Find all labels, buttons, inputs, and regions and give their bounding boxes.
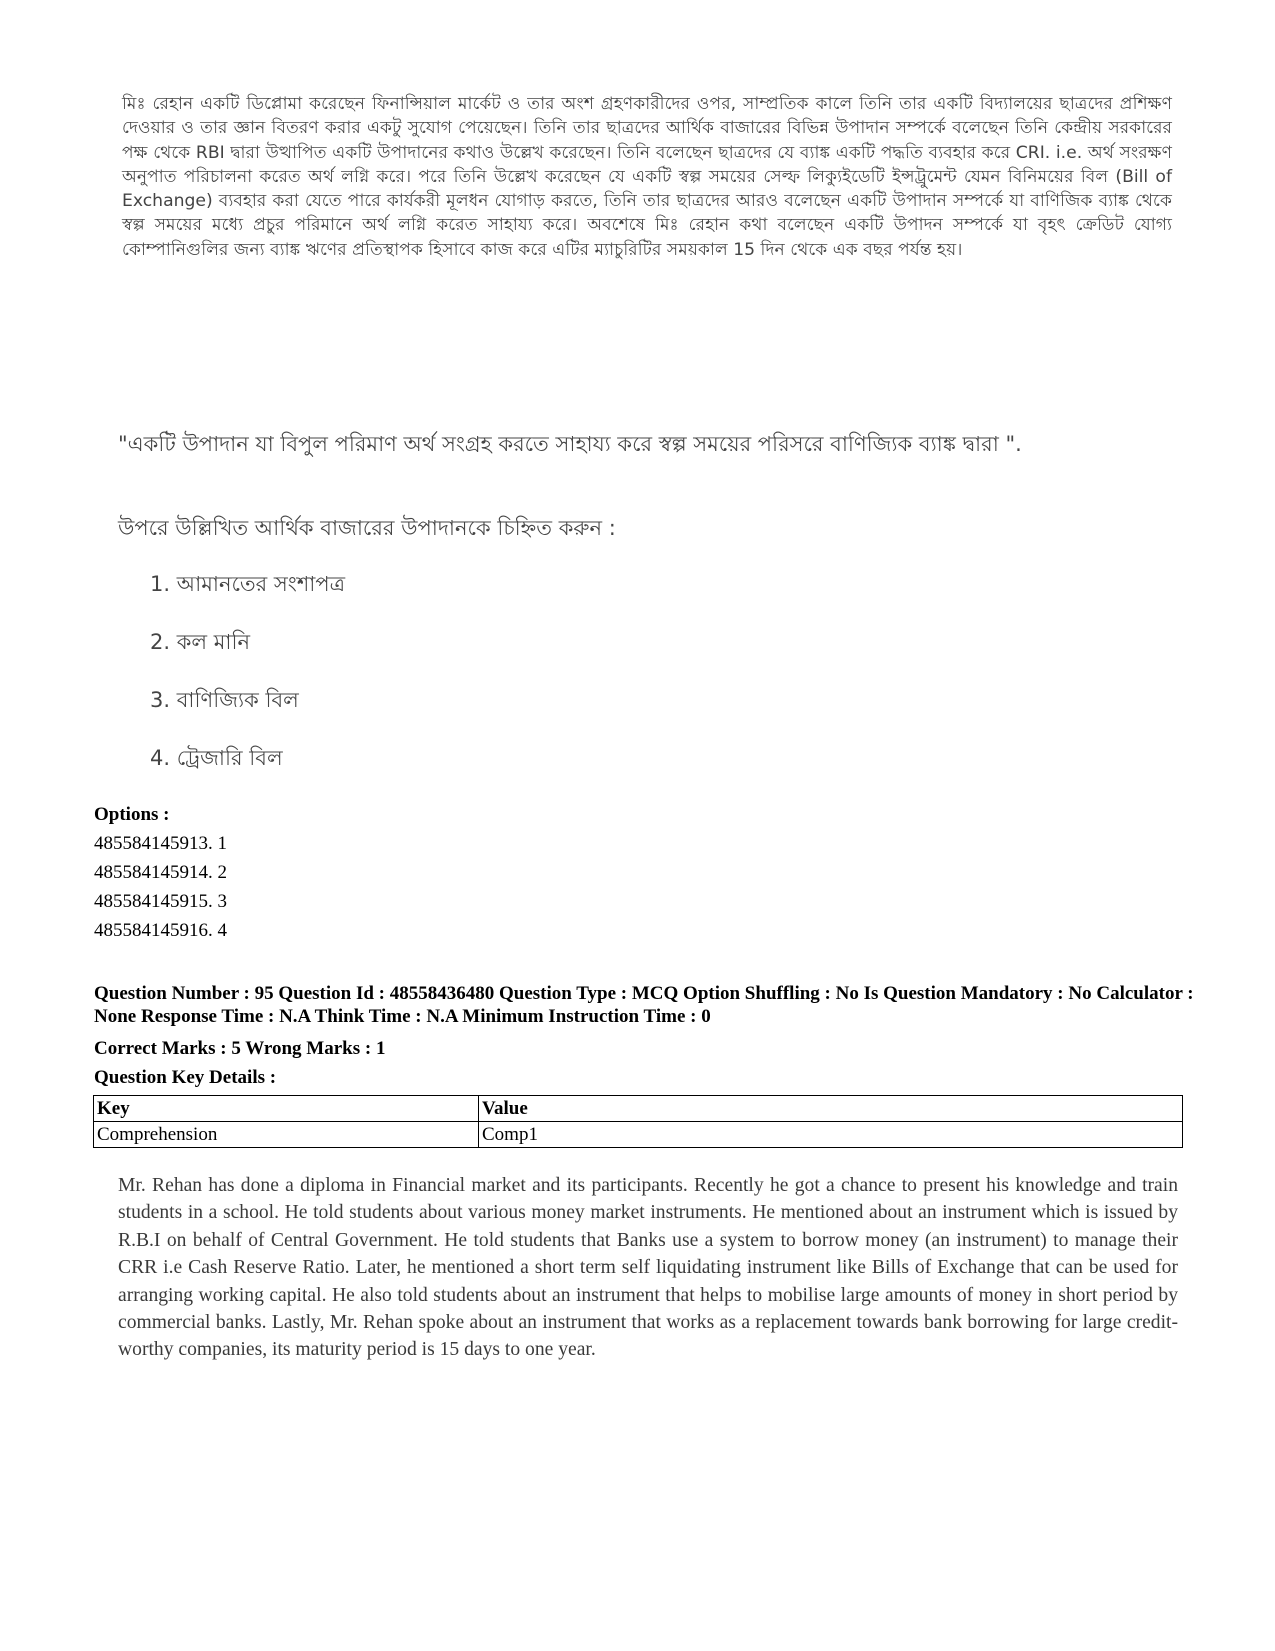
- key-details-table: [93, 1095, 1183, 1148]
- option-item: 485584145913. 1: [94, 833, 227, 854]
- statement-item: 2. কল মানি: [150, 630, 251, 654]
- bengali-question: "একটি উপাদান যা বিপুল পরিমাণ অর্থ সংগ্রহ করতে সাহায্য করে স্বল্প সময়ের পরিসরে বাণিজ্যিক ব্যাঙ্ক দ্বারা ".: [118, 432, 1022, 456]
- bengali-instruction: উপরে উল্লিখিত আর্থিক বাজারের উপাদানকে চিহ্নিত করুন :: [118, 516, 616, 540]
- statement-item: 3. বাণিজ্যিক বিল: [150, 688, 299, 712]
- table-cell-key: Comprehension: [94, 1122, 479, 1148]
- options-label: Options :: [94, 804, 170, 825]
- option-item: 485584145914. 2: [94, 862, 227, 883]
- table-header-key: Key: [94, 1096, 479, 1122]
- table-cell-value: Comp1: [479, 1122, 1183, 1148]
- question-metadata: Question Number : 95 Question Id : 48558436480 Question Type : MCQ Option Shuffling : No Is Question Mandatory : No Calculator : None Response Time : N.A Think Time : N.A Minimum Instruction Time : 0: [94, 983, 1194, 1027]
- option-item: 485584145916. 4: [94, 920, 227, 941]
- table-header-value: Value: [479, 1096, 1183, 1122]
- key-details-label: Question Key Details :: [94, 1067, 277, 1088]
- statement-item: 4. ট্রেজারি বিল: [150, 746, 283, 770]
- option-item: 485584145915. 3: [94, 891, 227, 912]
- table-row: [94, 1122, 1183, 1148]
- statement-item: 1. আমানতের সংশাপত্র: [150, 572, 346, 596]
- table-header-row: [94, 1096, 1183, 1122]
- english-passage: Mr. Rehan has done a diploma in Financial market and its participants. Recently he got a chance to present his knowledge and train students in a school. He told students about various money market instruments. He mentioned about an instrument which is issued by R.B.I on behalf of Central Government. He told students that Banks use a system to borrow money (an instrument) to manage their CRR i.e Cash Reserve Ratio. Later, he mentioned a short term self liquidating instrument like Bills of Exchange that can be used for arranging working capital. He also told students about an instrument that helps to mobilise large amounts of money in short period by commercial banks. Lastly, Mr. Rehan spoke about an instrument that works as a replacement towards bank borrowing for large credit-worthy companies, its maturity period is 15 days to one year.: [118, 1175, 1178, 1361]
- bengali-passage: মিঃ রেহান একটি ডিপ্লোমা করেছেন ফিনান্সিয়াল মার্কেট ও তার অংশ গ্রহণকারীদের ওপর, সাম্প্রতিক কালে তিনি তার একটি বিদ্যালয়ের ছাত্রদের প্রশিক্ষণ দেওয়ার ও তার জ্ঞান বিতরণ করার একটু সুযোগ পেয়েছেন। তিনি তার ছাত্রদের আর্থিক বাজারের বিভিন্ন উপাদান সম্পর্কে বলেছেন তিনি কেন্দ্রীয় সরকারের পক্ষ থেকে RBI দ্বারা উত্থাপিত একটি উপাদানের কথাও উল্লেখ করেছেন। তিনি বলেছেন ছাত্রদের যে ব্যাঙ্ক একটি পদ্ধতি ব্যবহার করে CRI. i.e. অর্থ সংরক্ষণ অনুপাত পরিচালনা করেত অর্থ লগ্নি করে। পরে তিনি উল্লেখ করেছেন যে একটি স্বল্প সময়ের সেল্ফ লিক্যুইডেটি ইন্সট্রুমেন্ট যেমন বিনিময়ের বিল (Bill of Exchange) ব্যবহার করা যেতে পারে কার্যকরী মূলধন যোগাড় করতে, তিনি তার ছাত্রদের আরও বলেছেন একটি উপাদান সম্পর্কে যা বাণিজিক ব্যাঙ্ক থেকে স্বল্প সময়ের মধ্যে প্রচুর পরিমানে অর্থ লগ্নি করেত সাহায্য করে। অবশেষে মিঃ রেহান কথা বলেছেন একটি উপাদন সম্পর্কে যা বৃহৎ ক্রেডিট যোগ্য কোম্পানিগুলির জন্য ব্যাঙ্ক ঋণের প্রতিস্থাপক হিসাবে কাজ করে এটির ম্যাচুরিটির সময়কাল 15 দিন থেকে এক বছর পর্যন্ত হয়।: [122, 94, 1172, 260]
- marks-line: Correct Marks : 5 Wrong Marks : 1: [94, 1038, 386, 1059]
